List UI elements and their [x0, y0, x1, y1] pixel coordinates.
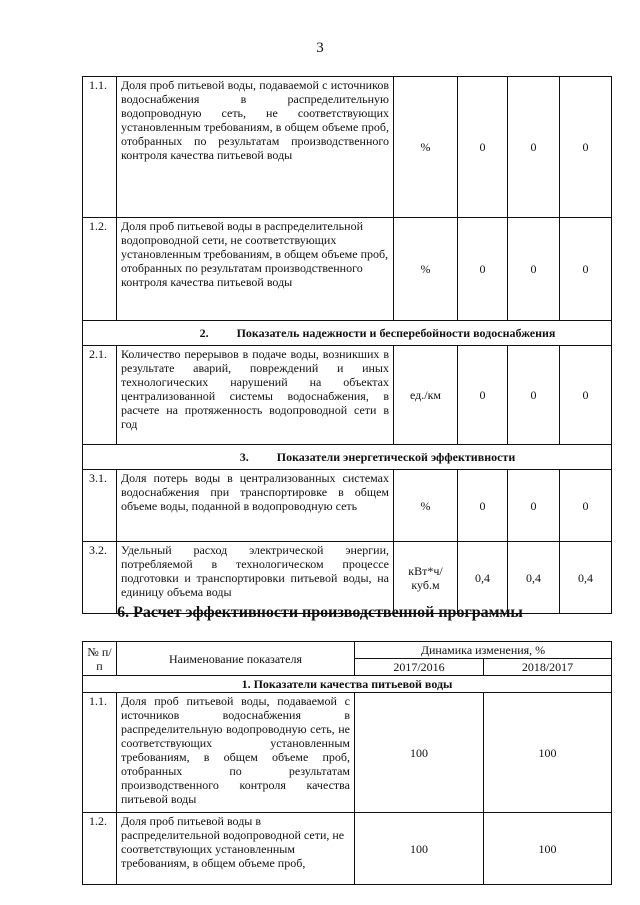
- indicator-text: Доля проб питьевой воды, подаваемой с источников водоснабжения в распределительную водопроводную сеть, не соответствующих установленным требованиям, в общем объеме проб, отобранных по результатам производственного контроля качества питьевой воды: [117, 693, 355, 813]
- unit-cell: %: [394, 470, 458, 542]
- value-cell: 0: [508, 77, 560, 218]
- section-title: Показатели энергетической эффективности: [276, 450, 516, 464]
- unit-cell: %: [394, 218, 458, 321]
- value-cell: 0,4: [458, 542, 508, 614]
- unit-cell: %: [394, 77, 458, 218]
- header-name: Наименование показателя: [117, 642, 355, 676]
- value-cell: 0: [560, 218, 612, 321]
- unit-cell: ед./км: [394, 346, 458, 445]
- value-cell: 0,4: [508, 542, 560, 614]
- section-6-title: 6. Расчет эффективности производственной программы: [117, 604, 523, 621]
- row-number: 2.1.: [83, 346, 117, 445]
- value-cell: 0: [458, 470, 508, 542]
- table-row: [83, 346, 612, 445]
- table-row: [83, 77, 612, 218]
- section-number: 3.: [239, 450, 249, 464]
- table-row: [83, 542, 612, 614]
- value-cell: 100: [484, 693, 612, 813]
- value-cell: 0: [458, 77, 508, 218]
- value-cell: 0: [508, 346, 560, 445]
- efficiency-table: [82, 641, 612, 885]
- value-cell: 0: [458, 218, 508, 321]
- value-cell: 0: [560, 470, 612, 542]
- header-row: [83, 642, 612, 659]
- row-number: 1.1.: [83, 77, 117, 218]
- row-number: 3.2.: [83, 542, 117, 614]
- row-number: 1.2.: [83, 813, 117, 885]
- indicator-text: Удельный расход электрической энергии, потребляемой в технологическом процессе подготовки и транспортировки питьевой воды, на единицу объема воды: [117, 542, 394, 614]
- table-row: [83, 693, 612, 813]
- table-row: [83, 218, 612, 321]
- value-cell: 0: [508, 218, 560, 321]
- indicator-text: Доля проб питьевой воды в распределительной водопроводной сети, не соответствующих установленным требованиям, в общем объеме проб, отобранных по результатам производственного контроля качества питьевой воды: [117, 218, 394, 321]
- indicators-table: [82, 76, 612, 614]
- table-row: [83, 813, 612, 885]
- header-year-2: 2018/2017: [484, 659, 612, 676]
- row-number: 1.2.: [83, 218, 117, 321]
- value-cell: 0: [508, 470, 560, 542]
- row-number: 1.1.: [83, 693, 117, 813]
- indicator-text: Доля потерь воды в централизованных системах водоснабжения при транспортировке в общем объеме воды, поданной в водопроводную сеть: [117, 470, 394, 542]
- section-number: 2.: [199, 326, 209, 340]
- page-number: 3: [316, 40, 324, 56]
- header-year-1: 2017/2016: [355, 659, 484, 676]
- value-cell: 100: [484, 813, 612, 885]
- unit-cell: кВт*ч/куб.м: [394, 542, 458, 614]
- header-num: № п/п: [83, 642, 117, 676]
- header-dynamics: Динамика изменения, %: [355, 642, 612, 659]
- value-cell: 0,4: [560, 542, 612, 614]
- value-cell: 0: [560, 77, 612, 218]
- indicator-text: Количество перерывов в подаче воды, возникших в результате аварий, повреждений и иных технологических нарушений на объектах централизованной системы водоснабжения, в расчете на протяженность водопроводной сети в год: [117, 346, 394, 445]
- value-cell: 100: [355, 693, 484, 813]
- value-cell: 0: [560, 346, 612, 445]
- indicator-text: Доля проб питьевой воды, подаваемой с источников водоснабжения в распределительную водопроводную сеть, не соответствующих установленным требованиям, в общем объеме проб, отобранных по результатам производственного контроля качества питьевой воды: [117, 77, 394, 218]
- indicator-text: Доля проб питьевой воды в распределительной водопроводной сети, не соответствующих установленным требованиям, в общем объеме проб,: [117, 813, 355, 885]
- value-cell: 0: [458, 346, 508, 445]
- section-header: [83, 321, 612, 346]
- table-row: [83, 470, 612, 542]
- section-title: Показатель надежности и бесперебойности водоснабжения: [236, 326, 556, 340]
- value-cell: 100: [355, 813, 484, 885]
- row-number: 3.1.: [83, 470, 117, 542]
- section-title: 1. Показатели качества питьевой воды: [83, 676, 612, 693]
- section-header: [83, 445, 612, 470]
- section-header: [83, 676, 612, 693]
